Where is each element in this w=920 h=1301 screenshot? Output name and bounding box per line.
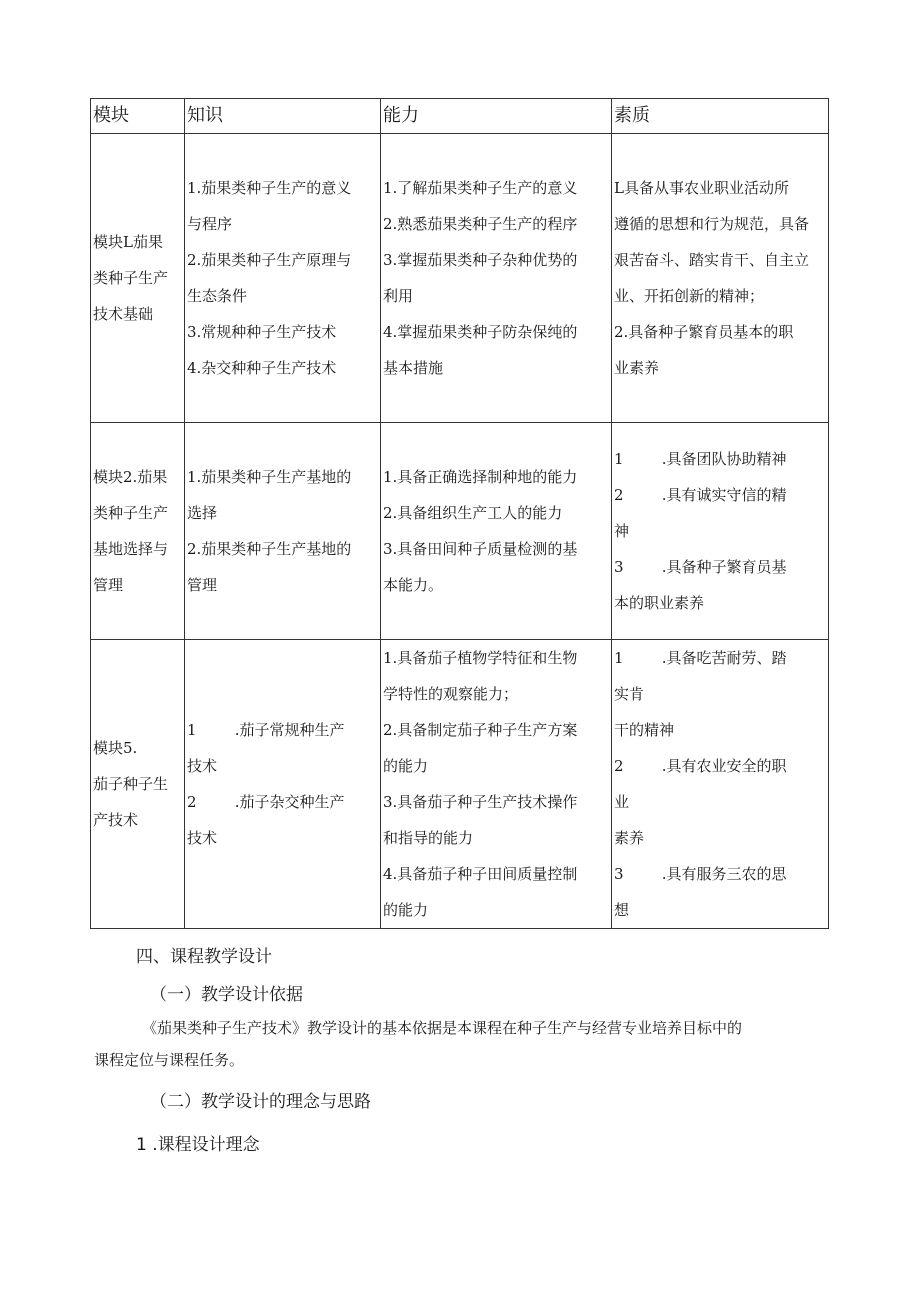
cell-line: 实肯 [614, 685, 645, 703]
module-cell [91, 423, 185, 640]
cell-line: L具备从事农业职业活动所 [614, 179, 789, 197]
sub-heading-concept: （二）教学设计的理念与思路 [150, 1092, 371, 1112]
cell-line: 业素养 [614, 359, 660, 377]
cell-line: 2 .具有农业安全的职 [614, 757, 787, 775]
cell-line: 艰苦奋斗、踏实肯干、自主立 [614, 251, 810, 269]
cell-line: 神 [614, 522, 630, 540]
item-course-design-concept: 1 .课程设计理念 [136, 1135, 260, 1155]
cell-line: 的能力 [383, 757, 429, 775]
cell-line: 4.杂交种种子生产技术 [187, 359, 337, 377]
header-ability: 能力 [381, 99, 612, 134]
cell-line: 产技术 [93, 811, 139, 829]
cell-line: 生态条件 [187, 287, 248, 305]
cell-line: 管理 [93, 576, 124, 594]
section-heading: 四、课程教学设计 [136, 947, 272, 967]
cell-line: 类种子生产 [93, 269, 169, 287]
cell-line: 类种子生产 [93, 504, 169, 522]
cell-line: 1.了解茄果类种子生产的意义 [383, 179, 578, 197]
cell-line: 2.熟悉茄果类种子生产的程序 [383, 215, 578, 233]
table-row [91, 423, 829, 640]
cell-line: 模块L茄果 [93, 233, 163, 251]
paragraph-line: 《茄果类种子生产技术》教学设计的基本依据是本课程在种子生产与经营专业培养目标中的 [142, 1019, 743, 1037]
cell-line: 3 .具有服务三农的思 [614, 865, 787, 883]
cell-line: 技术 [187, 757, 218, 775]
cell-line: 和指导的能力 [383, 829, 474, 847]
cell-line: 3.具备茄子种子生产技术操作 [383, 793, 578, 811]
cell-line: 基本措施 [383, 359, 444, 377]
cell-line: 模块2.茄果 [93, 468, 168, 486]
paragraph-design-basis-cont [94, 1044, 830, 1076]
sub-heading-basis: （一）教学设计依据 [150, 985, 303, 1005]
quality-cell [612, 134, 829, 423]
cell-line: 的能力 [383, 901, 429, 919]
cell-line: 业 [614, 793, 630, 811]
course-module-table [90, 98, 829, 929]
cell-line: 本能力。 [383, 576, 444, 594]
cell-line: 素养 [614, 829, 645, 847]
header-module: 模块 [91, 99, 185, 134]
cell-line: 茄子种子生 [93, 775, 169, 793]
table-row [91, 640, 829, 929]
module-cell [91, 134, 185, 423]
ability-cell [381, 640, 612, 929]
cell-line: 技术基础 [93, 305, 154, 323]
cell-line: 1 .茄子常规种生产 [187, 721, 345, 739]
quality-cell [612, 423, 829, 640]
cell-line: 3.常规种种子生产技术 [187, 323, 337, 341]
cell-line: 2 .茄子杂交种生产 [187, 793, 345, 811]
header-quality: 素质 [612, 99, 829, 134]
cell-line: 利用 [383, 287, 414, 305]
cell-line: 1.茄果类种子生产基地的 [187, 468, 352, 486]
cell-line: 遵循的思想和行为规范，具备 [614, 215, 810, 233]
cell-line: 2.茄果类种子生产基地的 [187, 540, 352, 558]
module-cell [91, 640, 185, 929]
cell-line: 学特性的观察能力； [383, 685, 519, 703]
cell-line: 模块5. [93, 739, 138, 757]
cell-line: 2.具备种子繁育员基本的职 [614, 323, 794, 341]
cell-line: 本的职业素养 [614, 594, 705, 612]
knowledge-cell [185, 134, 381, 423]
cell-line: 3 .具备种子繁育员基 [614, 558, 787, 576]
cell-line: 2 .具有诚实守信的精 [614, 486, 787, 504]
cell-line: 1.具备茄子植物学特征和生物 [383, 649, 578, 667]
cell-line: 与程序 [187, 215, 233, 233]
cell-line: 2.茄果类种子生产原理与 [187, 251, 352, 269]
ability-cell [381, 134, 612, 423]
cell-line: 业、开拓创新的精神； [614, 287, 765, 305]
knowledge-cell [185, 423, 381, 640]
cell-line: 3.具备田间种子质量检测的基 [383, 540, 578, 558]
cell-line: 想 [614, 901, 630, 919]
cell-line: 4.掌握茄果类种子防杂保纯的 [383, 323, 578, 341]
cell-line: 2.具备制定茄子种子生产方案 [383, 721, 578, 739]
header-knowledge: 知识 [185, 99, 381, 134]
cell-line: 1 .具备吃苦耐劳、踏 [614, 649, 787, 667]
cell-line: 基地选择与 [93, 540, 169, 558]
knowledge-cell [185, 640, 381, 929]
table-row [91, 134, 829, 423]
paragraph-line: 课程定位与课程任务。 [94, 1051, 245, 1069]
cell-line: 干的精神 [614, 721, 675, 739]
cell-line: 技术 [187, 829, 218, 847]
cell-line: 3.掌握茄果类种子杂种优势的 [383, 251, 578, 269]
ability-cell [381, 423, 612, 640]
table-header-row [91, 99, 829, 134]
cell-line: 1.具备正确选择制种地的能力 [383, 468, 578, 486]
cell-line: 2.具备组织生产工人的能力 [383, 504, 563, 522]
cell-line: 管理 [187, 576, 218, 594]
cell-line: 1.茄果类种子生产的意义 [187, 179, 352, 197]
cell-line: 4.具备茄子种子田间质量控制 [383, 865, 578, 883]
quality-cell [612, 640, 829, 929]
cell-line: 1 .具备团队协助精神 [614, 450, 787, 468]
paragraph-design-basis [94, 1012, 830, 1044]
cell-line: 选择 [187, 504, 218, 522]
